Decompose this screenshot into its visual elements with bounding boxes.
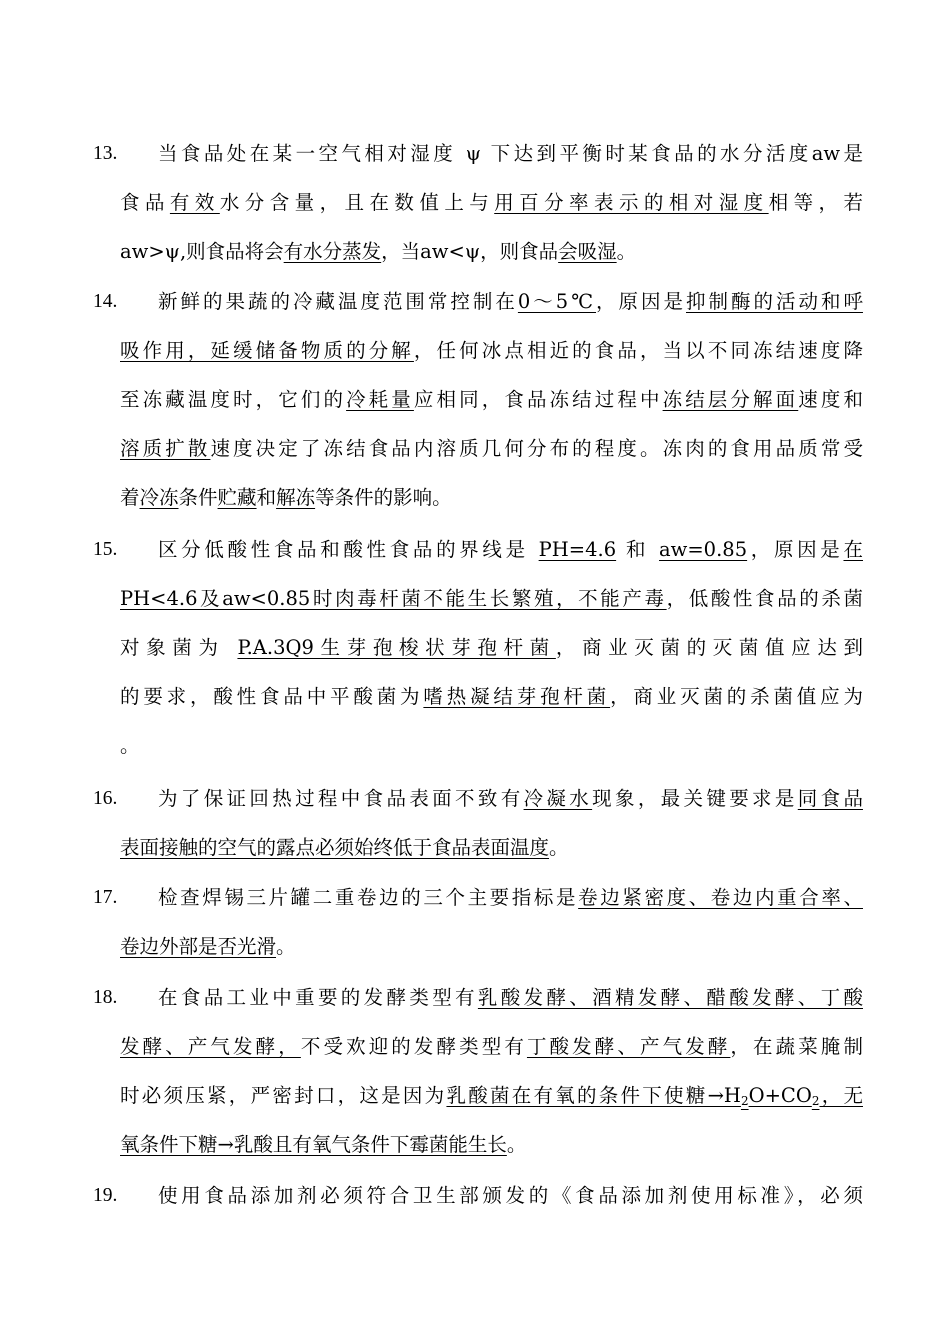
answer-text: 卷边外部是否光滑 xyxy=(120,935,277,958)
question-13 xyxy=(93,129,863,276)
answer-text: 2 xyxy=(740,1094,749,1108)
text-line xyxy=(93,1171,863,1220)
answer-text: 解冻 xyxy=(276,486,316,509)
answer-text: 溶质扩散 xyxy=(120,437,211,460)
answer-text: 贮藏 xyxy=(217,486,257,509)
body-text: ，当aw<ψ，则食品 xyxy=(381,240,559,263)
text-line xyxy=(93,574,863,623)
body-text: 。 xyxy=(276,935,296,958)
answer-text: 抑制酶的活动和呼 xyxy=(686,290,863,313)
question-16 xyxy=(93,774,863,872)
answer-text: 嗜热凝结芽孢杆菌 xyxy=(423,685,611,708)
body-text: 时必须压紧，严密封口，这是因为 xyxy=(120,1084,447,1107)
body-text: ，低酸性食品的杀菌 xyxy=(666,587,863,610)
body-text: 检查焊锡三片罐二重卷边的三个主要指标是 xyxy=(158,886,579,909)
answer-text: 丁酸发酵、产气发酵 xyxy=(526,1035,731,1058)
answer-text: 冻结层分解面 xyxy=(662,388,799,411)
body-text: 至冻藏温度时，它们的 xyxy=(120,388,347,411)
body-text: 。 xyxy=(506,1133,527,1156)
body-text: 和 xyxy=(256,486,277,509)
answer-text: 在 xyxy=(843,538,863,561)
text-line xyxy=(93,525,863,574)
answer-text: 0～5℃ xyxy=(517,290,597,313)
text-line xyxy=(93,823,863,872)
body-text: 应相同，食品冻结过程中 xyxy=(413,388,663,411)
answer-text: 有效 xyxy=(169,191,220,214)
answer-text: O+CO xyxy=(748,1084,812,1107)
body-text: aw>ψ,则食品将会 xyxy=(120,240,284,263)
body-text: ，在蔬菜腌制 xyxy=(730,1035,863,1058)
question-14 xyxy=(93,277,863,522)
body-text: 速度决定了冻结食品内溶质几何分布的程度。冻肉的食用品质常受 xyxy=(210,437,863,460)
answer-text: ，无 xyxy=(819,1084,863,1107)
item-number: 18. xyxy=(93,987,118,1008)
body-text: ，商业灭菌的灭菌值应达到 xyxy=(555,636,863,659)
answer-text: PH<4.6及aw<0.85时肉毒杆菌不能生长繁殖，不能产毒 xyxy=(120,587,667,610)
body-text: ，原因是 xyxy=(596,290,686,313)
answer-text: 冷凝水 xyxy=(523,787,593,810)
question-18 xyxy=(93,973,863,1169)
body-text: 在食品工业中重要的发酵类型有 xyxy=(158,986,478,1009)
body-text: 的要求，酸性食品中平酸菌为 xyxy=(120,685,424,708)
answer-text: 吸作用，延缓储备物质的分解 xyxy=(120,339,414,362)
text-line xyxy=(93,375,863,424)
text-line xyxy=(93,227,863,276)
body-text: 。 xyxy=(549,836,569,859)
answer-text: 同食品 xyxy=(797,787,863,810)
body-text: 等条件的影响。 xyxy=(315,486,452,509)
item-number: 16. xyxy=(93,788,118,809)
item-number: 19. xyxy=(93,1185,118,1206)
answer-text: PH=4.6 xyxy=(538,538,617,561)
body-text: 着 xyxy=(120,486,140,509)
body-text: 对象菌为 xyxy=(120,636,238,659)
body-text: 相等，若 xyxy=(768,191,863,214)
answer-text: 用百分率表示的相对湿度 xyxy=(494,191,769,214)
answer-text: 2 xyxy=(811,1094,820,1108)
body-text: 区分低酸性食品和酸性食品的界线是 xyxy=(158,538,539,561)
text-line xyxy=(93,277,863,326)
text-line xyxy=(93,873,863,922)
body-text: 。 xyxy=(120,734,140,757)
text-line xyxy=(93,623,863,672)
body-text: 新鲜的果蔬的冷藏温度范围常控制在 xyxy=(158,290,518,313)
body-text: 为了保证回热过程中食品表面不致有 xyxy=(158,787,524,810)
question-15 xyxy=(93,525,863,770)
text-line xyxy=(93,326,863,375)
text-line xyxy=(93,473,863,522)
body-text: 水分含量，且在数值上与 xyxy=(219,191,495,214)
question-17 xyxy=(93,873,863,971)
body-text: 和 xyxy=(616,538,660,561)
answer-text: 冷耗量 xyxy=(346,388,414,411)
body-text: ，原因是 xyxy=(747,538,844,561)
body-text: 食品 xyxy=(120,191,170,214)
answer-text: 乳酸菌在有氧的条件下使糖→H xyxy=(446,1084,741,1107)
answer-text: 会吸湿 xyxy=(558,240,617,263)
answer-text: 表面接触的空气的露点必须始终低于食品表面温度 xyxy=(120,836,550,859)
answer-text: 乳酸发酵、酒精发酵、醋酸发酵、丁酸 xyxy=(477,986,863,1009)
answer-text: aw=0.85 xyxy=(659,538,748,561)
body-text: 现象，最关键要求是 xyxy=(592,787,798,810)
body-text: ，任何冰点相近的食品，当以不同冻结速度降 xyxy=(413,339,863,362)
body-text: 当食品处在某一空气相对湿度 ψ 下达到平衡时某食品的水分活度aw是 xyxy=(158,142,863,165)
item-number: 15. xyxy=(93,539,118,560)
text-line xyxy=(93,774,863,823)
answer-text: 冷冻 xyxy=(139,486,179,509)
answer-text: 氧条件下糖→乳酸且有氧气条件下霉菌能生长 xyxy=(120,1133,507,1156)
body-text: ，商业灭菌的杀菌值应为 xyxy=(610,685,863,708)
body-text: 速度和 xyxy=(798,388,863,411)
body-text: 条件 xyxy=(178,486,218,509)
item-number: 14. xyxy=(93,291,118,312)
answer-text: 卷边紧密度、卷边内重合率、 xyxy=(578,886,863,909)
body-text: 。 xyxy=(616,240,637,263)
item-number: 13. xyxy=(93,143,118,164)
body-text: 使用食品添加剂必须符合卫生部颁发的《食品添加剂使用标准》，必须 xyxy=(158,1184,863,1207)
text-line xyxy=(93,922,863,971)
text-line xyxy=(93,672,863,721)
item-number: 17. xyxy=(93,887,118,908)
text-line xyxy=(93,1071,863,1120)
text-line xyxy=(93,1022,863,1071)
text-line xyxy=(93,178,863,227)
text-line xyxy=(93,721,863,770)
answer-text: 有水分蒸发 xyxy=(283,240,382,263)
text-line xyxy=(93,129,863,178)
question-19 xyxy=(93,1171,863,1220)
text-line xyxy=(93,973,863,1022)
answer-text: 发酵、产气发酵， xyxy=(120,1035,301,1058)
text-line xyxy=(93,1120,863,1169)
answer-text: P.A.3Q9生芽孢梭状芽孢杆菌 xyxy=(237,636,556,659)
text-line xyxy=(93,424,863,473)
body-text: 不受欢迎的发酵类型有 xyxy=(300,1035,527,1058)
